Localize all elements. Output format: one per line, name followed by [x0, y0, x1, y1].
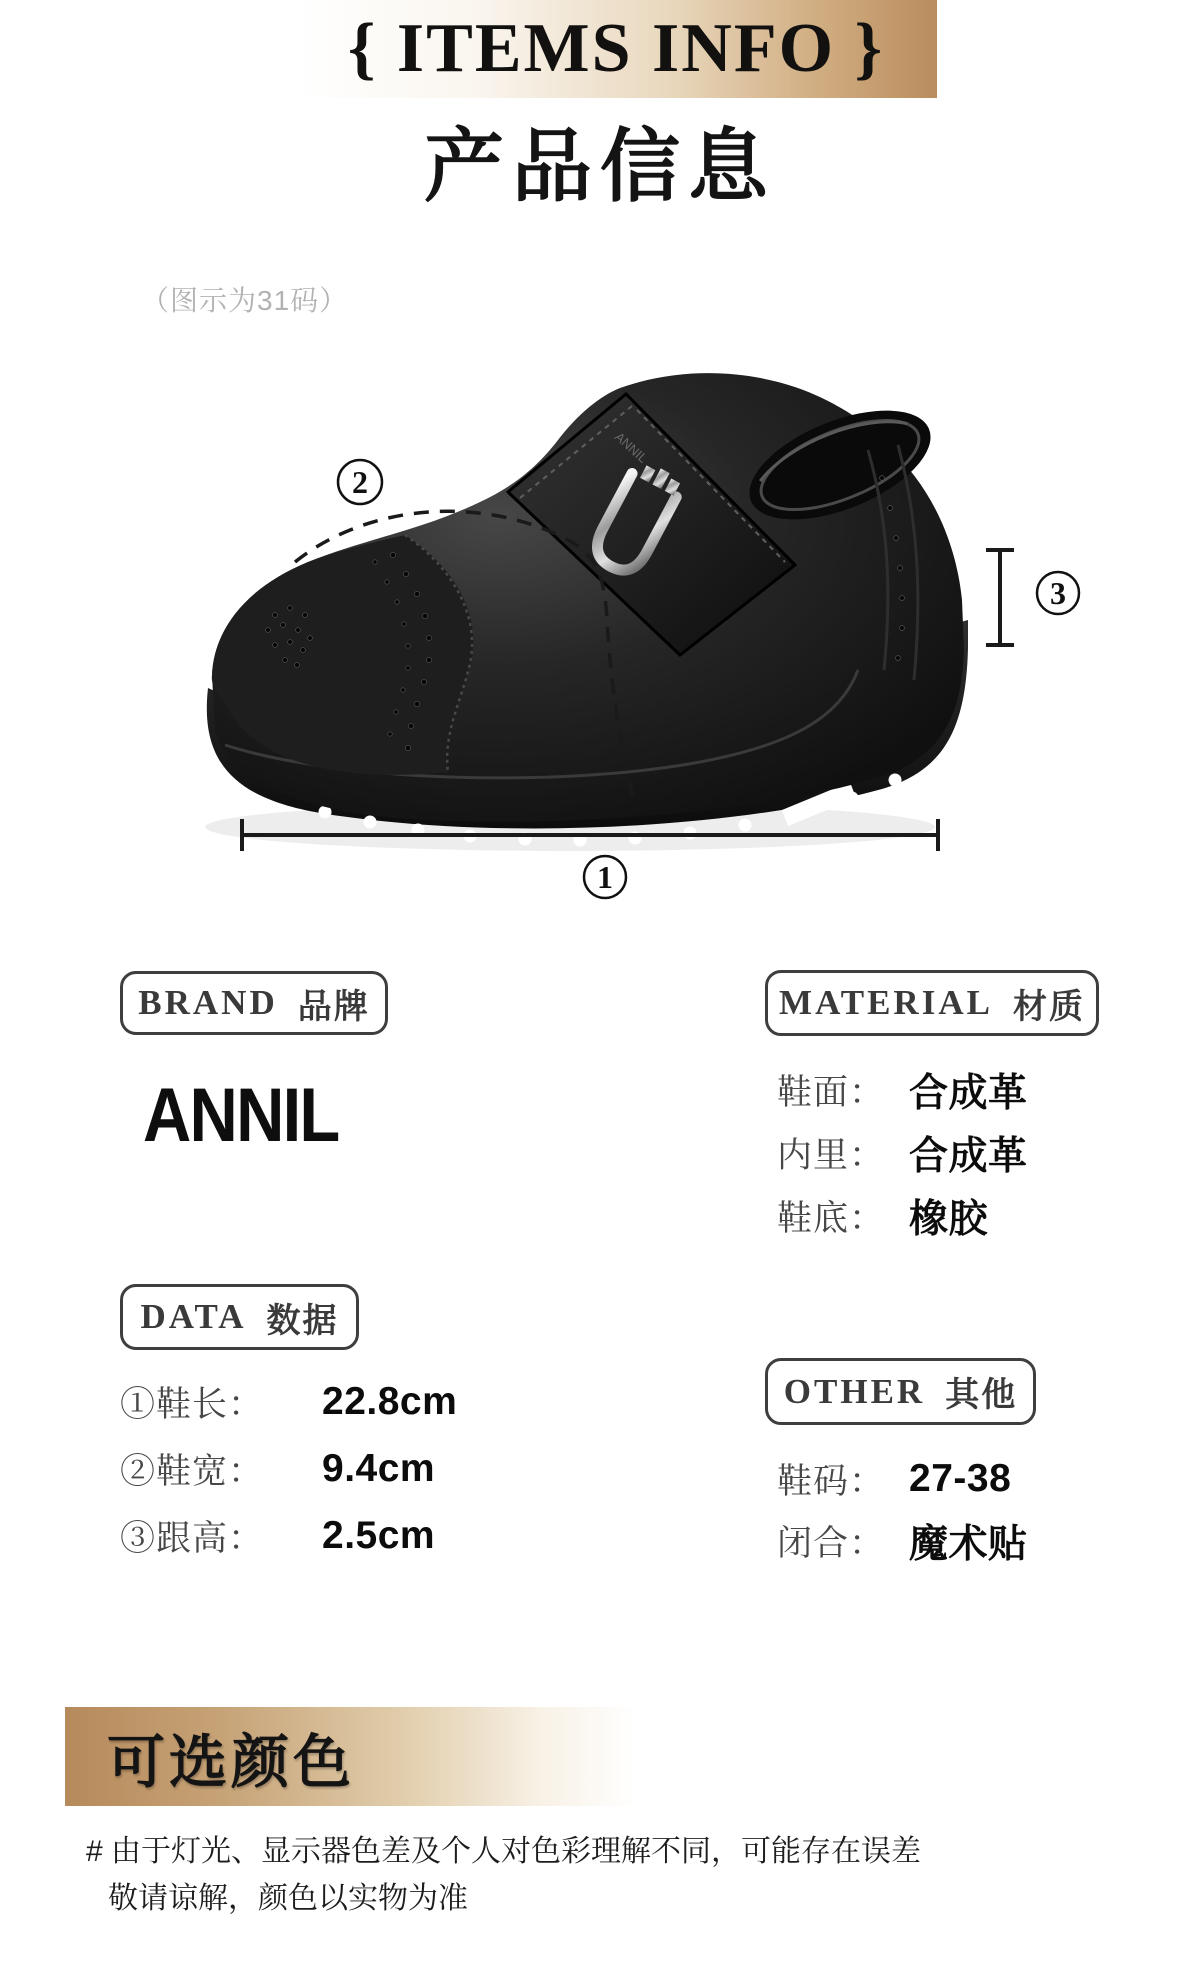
marker-2: 2: [352, 464, 368, 500]
data-row: [120, 1502, 457, 1569]
marker-1: 1: [597, 859, 613, 895]
color-options-banner: [65, 1707, 660, 1806]
other-row: [777, 1510, 1028, 1572]
brand-name: ANNIL: [143, 1073, 339, 1158]
material-rows: [777, 1058, 1028, 1247]
row-value: 魔术贴: [909, 1523, 1028, 1566]
color-disclaimer: [86, 1828, 921, 1922]
row-value: 合成革: [909, 1071, 1028, 1115]
size-note: （图示为31码）: [141, 285, 349, 316]
row-label: ③跟高：: [120, 1518, 265, 1558]
brand-title-en: BRAND: [138, 983, 278, 1022]
other-section-header: [765, 1358, 1036, 1425]
row-label: 内里：: [777, 1135, 886, 1175]
data-section-header: [120, 1284, 359, 1350]
row-label: ①鞋长：: [120, 1384, 265, 1424]
row-value: 9.4cm: [322, 1446, 436, 1490]
other-row: [777, 1448, 1028, 1510]
row-value: 合成革: [909, 1134, 1028, 1178]
other-title-zh: 其他: [945, 1377, 1018, 1414]
disclaimer-line-2: 敬请谅解，颜色以实物为准: [108, 1882, 468, 1915]
row-label: 鞋底：: [777, 1198, 886, 1238]
row-label: 鞋码：: [777, 1462, 886, 1501]
row-label: 鞋面：: [777, 1072, 886, 1112]
shoe-photo: [140, 330, 1120, 920]
brand-title-zh: 品牌: [297, 988, 370, 1026]
row-value: 22.8cm: [322, 1379, 458, 1423]
data-rows: [120, 1368, 457, 1569]
row-label: ②鞋宽：: [120, 1451, 265, 1491]
row-value: 橡胶: [909, 1197, 989, 1241]
items-info-label: { ITEMS INFO }: [347, 10, 885, 87]
disclaimer-line-1: # 由于灯光、显示器色差及个人对色彩理解不同，可能存在误差: [86, 1835, 922, 1868]
material-row: [777, 1184, 1028, 1247]
other-title-en: OTHER: [783, 1371, 926, 1411]
color-options-title: 可选颜色: [107, 1729, 356, 1795]
material-title-en: MATERIAL: [779, 983, 993, 1022]
data-row: [120, 1368, 457, 1435]
strap-brand-embossing: ANNIL: [611, 429, 651, 466]
row-value: 27-38: [909, 1457, 1012, 1500]
material-section-header: [765, 970, 1099, 1036]
material-row: [777, 1058, 1028, 1121]
items-info-banner: [295, 0, 937, 98]
data-title-en: DATA: [140, 1297, 247, 1336]
other-rows: [777, 1448, 1028, 1572]
data-title-zh: 数据: [266, 1302, 339, 1340]
heel-height-measure: [986, 550, 1014, 645]
row-value: 2.5cm: [322, 1513, 436, 1557]
data-row: [120, 1435, 457, 1502]
material-title-zh: 材质: [1012, 988, 1085, 1026]
marker-3: 3: [1050, 575, 1066, 611]
page-title: 产品信息: [424, 124, 776, 212]
material-row: [777, 1121, 1028, 1184]
brand-section-header: [120, 971, 388, 1035]
row-label: 闭合：: [777, 1524, 886, 1563]
shoe-figure: [140, 330, 1120, 920]
